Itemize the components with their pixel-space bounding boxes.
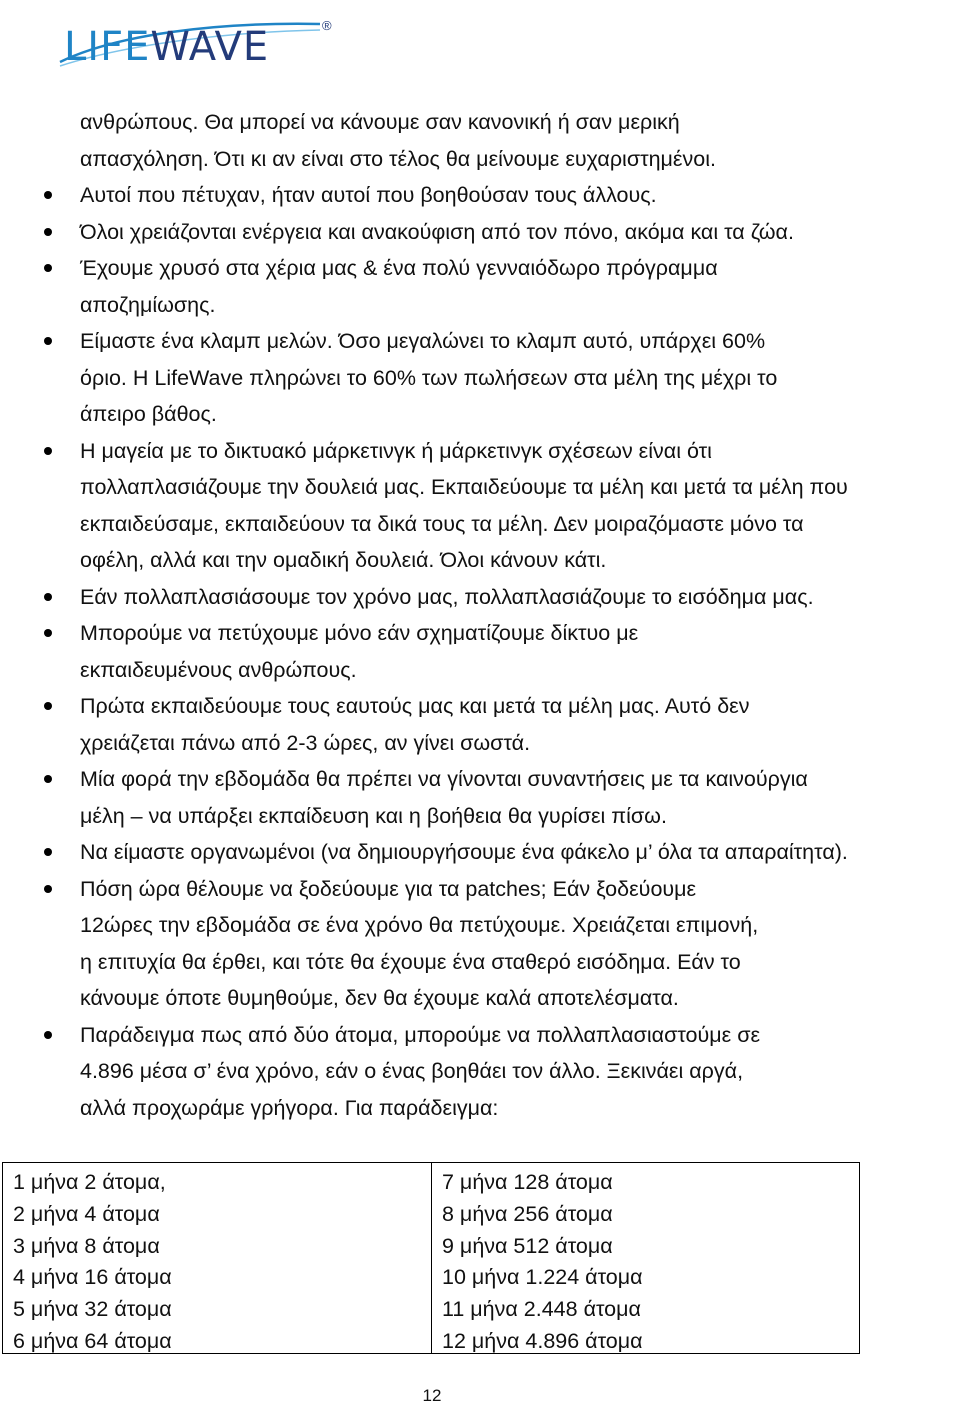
bullet-item-line <box>0 214 960 251</box>
line-text: Είμαστε ένα κλαμπ μελών. Όσο μεγαλώνει το κλαμπ αυτό, υπάρχει 60% <box>80 329 766 353</box>
text-line <box>0 469 960 506</box>
table-column-months-7-12 <box>432 1163 859 1353</box>
line-text: μέλη – να υπάρξει εκπαίδευση και η βοήθεια θα γυρίσει πίσω. <box>80 803 667 828</box>
line-text: Πρώτα εκπαιδεύουμε τους εαυτούς μας και μετά τα μέλη μας. Αυτό δεν <box>80 694 750 718</box>
table-cell-entry: 5 μήνα 32 άτομα <box>13 1297 172 1322</box>
text-line <box>0 944 960 981</box>
bullet-item-line <box>0 834 960 871</box>
bullet-item-line <box>0 579 960 616</box>
line-text: Η μαγεία με το δικτυακό μάρκετινγκ ή μάρκετινγκ σχέσεων είναι ότι <box>80 438 712 463</box>
line-text: 12ώρες την εβδομάδα σε ένα χρόνο θα πετύχουμε. Χρειάζεται επιμονή, <box>80 913 759 937</box>
table-cell-entry: 10 μήνα 1.224 άτομα <box>442 1265 643 1290</box>
bullet-icon <box>44 848 52 856</box>
bullet-icon <box>44 191 52 199</box>
bullet-item-line <box>0 615 960 652</box>
text-line <box>0 542 960 579</box>
table-cell-entry: 1 μήνα 2 άτομα, <box>13 1170 166 1194</box>
bullet-icon <box>44 629 52 637</box>
table-cell-entry: 4 μήνα 16 άτομα <box>13 1265 172 1290</box>
line-text: 4.896 μέσα σ’ ένα χρόνο, εάν ο ένας βοηθάει τον άλλο. Ξεκινάει αργά, <box>80 1059 744 1083</box>
text-line <box>0 360 960 397</box>
bullet-icon <box>44 1031 52 1039</box>
text-line <box>0 907 960 944</box>
line-text: Αυτοί που πέτυχαν, ήταν αυτοί που βοηθούσαν τους άλλους. <box>80 183 657 207</box>
line-text: η επιτυχία θα έρθει, και τότε θα έχουμε ένα σταθερό εισόδημα. Εάν το <box>80 949 741 974</box>
table-cell-entry: 11 μήνα 2.448 άτομα <box>442 1297 641 1322</box>
bullet-item-line <box>0 177 960 214</box>
line-text: χρειάζεται πάνω από 2-3 ώρες, αν γίνει σωστά. <box>80 730 531 755</box>
bullet-item-line <box>0 761 960 798</box>
line-text: Να είμαστε οργανωμένοι (να δημιουργήσουμε ένα φάκελο μ’ όλα τα απαραίτητα). <box>80 840 848 864</box>
line-text: κάνουμε όποτε θυμηθούμε, δεν θα έχουμε καλά αποτελέσματα. <box>80 986 679 1010</box>
table-cell-entry: 6 μήνα 64 άτομα <box>13 1328 172 1353</box>
bullet-icon <box>44 264 52 272</box>
line-text: εκπαιδευμένους ανθρώπους. <box>80 657 357 682</box>
line-text: Εάν πολλαπλασιάσουμε τον χρόνο μας, πολλαπλασιάζουμε το εισόδημα μας. <box>80 584 814 609</box>
line-text: άπειρο βάθος. <box>80 402 217 426</box>
logo-wordmark <box>64 24 269 70</box>
bullet-icon <box>44 337 52 345</box>
bullet-item-line <box>0 323 960 360</box>
line-text: Παράδειγμα πως από δύο άτομα, μπορούμε να πολλαπλασιαστούμε σε <box>80 1022 761 1047</box>
text-line <box>0 141 960 178</box>
text-line <box>0 725 960 762</box>
line-text: όριο. Η LifeWave πληρώνει το 60% των πωλήσεων στα μέλη της μέχρι το <box>80 365 778 390</box>
table-column-months-1-6 <box>3 1163 432 1353</box>
table-cell-entry: 2 μήνα 4 άτομα <box>13 1201 160 1226</box>
logo-text-life: LIFE <box>64 24 151 70</box>
line-text: Μπορούμε να πετύχουμε μόνο εάν σχηματίζουμε δίκτυο με <box>80 621 639 645</box>
line-text: οφέλη, αλλά και την ομαδική δουλειά. Όλοι κάνουν κάτι. <box>80 548 607 572</box>
text-line <box>0 287 960 324</box>
table-cell-entry: 7 μήνα 128 άτομα <box>442 1170 613 1194</box>
text-line <box>0 104 960 141</box>
table-cell-entry: 12 μήνα 4.896 άτομα <box>442 1328 643 1353</box>
bullet-icon <box>44 775 52 783</box>
line-text: Έχουμε χρυσό στα χέρια μας & ένα πολύ γενναιόδωρο πρόγραμμα <box>80 256 718 280</box>
text-line <box>0 798 960 835</box>
bullet-icon <box>44 228 52 236</box>
line-text: αλλά προχωράμε γρήγορα. Για παράδειγμα: <box>80 1095 499 1120</box>
document-body <box>0 104 960 1126</box>
bullet-item-line <box>0 433 960 470</box>
registered-mark: ® <box>322 18 332 33</box>
bullet-icon <box>44 702 52 710</box>
line-text: απασχόληση. Ότι κι αν είναι στο τέλος θα μείνουμε ευχαριστημένοι. <box>80 146 716 171</box>
line-text: Όλοι χρειάζονται ενέργεια και ανακούφιση από τον πόνο, ακόμα και τα ζώα. <box>80 219 794 244</box>
table-cell-entry: 3 μήνα 8 άτομα <box>13 1233 160 1258</box>
logo-text-wave: WAVE <box>150 24 270 70</box>
bullet-item-line <box>0 250 960 287</box>
bullet-item-line <box>0 1017 960 1054</box>
bullet-item-line <box>0 688 960 725</box>
bullet-icon <box>44 447 52 455</box>
growth-table <box>2 1162 860 1354</box>
text-line <box>0 1090 960 1127</box>
table-cell-entry: 8 μήνα 256 άτομα <box>442 1201 613 1226</box>
text-line <box>0 980 960 1017</box>
lifewave-logo <box>58 14 338 84</box>
text-line <box>0 652 960 689</box>
page-number: 12 <box>422 1386 442 1405</box>
bullet-item-line <box>0 871 960 908</box>
table-cell-entry: 9 μήνα 512 άτομα <box>442 1233 613 1258</box>
line-text: Πόση ώρα θέλουμε να ξοδεύουμε για τα patches; Εάν ξοδεύουμε <box>80 876 697 901</box>
line-text: ανθρώπους. Θα μπορεί να κάνουμε σαν κανονική ή σαν μερική <box>80 110 680 134</box>
text-line <box>0 506 960 543</box>
text-line <box>0 396 960 433</box>
text-line <box>0 1053 960 1090</box>
line-text: εκπαιδεύσαμε, εκπαιδεύουν τα δικά τους τα μέλη. Δεν μοιραζόμαστε μόνο τα <box>80 511 804 536</box>
line-text: πολλαπλασιάζουμε την δουλειά μας. Εκπαιδεύουμε τα μέλη και μετά τα μέλη που <box>80 475 848 499</box>
line-text: αποζημίωσης. <box>80 292 216 317</box>
line-text: Μία φορά την εβδομάδα θα πρέπει να γίνονται συναντήσεις με τα καινούργια <box>80 767 808 791</box>
bullet-icon <box>44 593 52 601</box>
bullet-icon <box>44 885 52 893</box>
